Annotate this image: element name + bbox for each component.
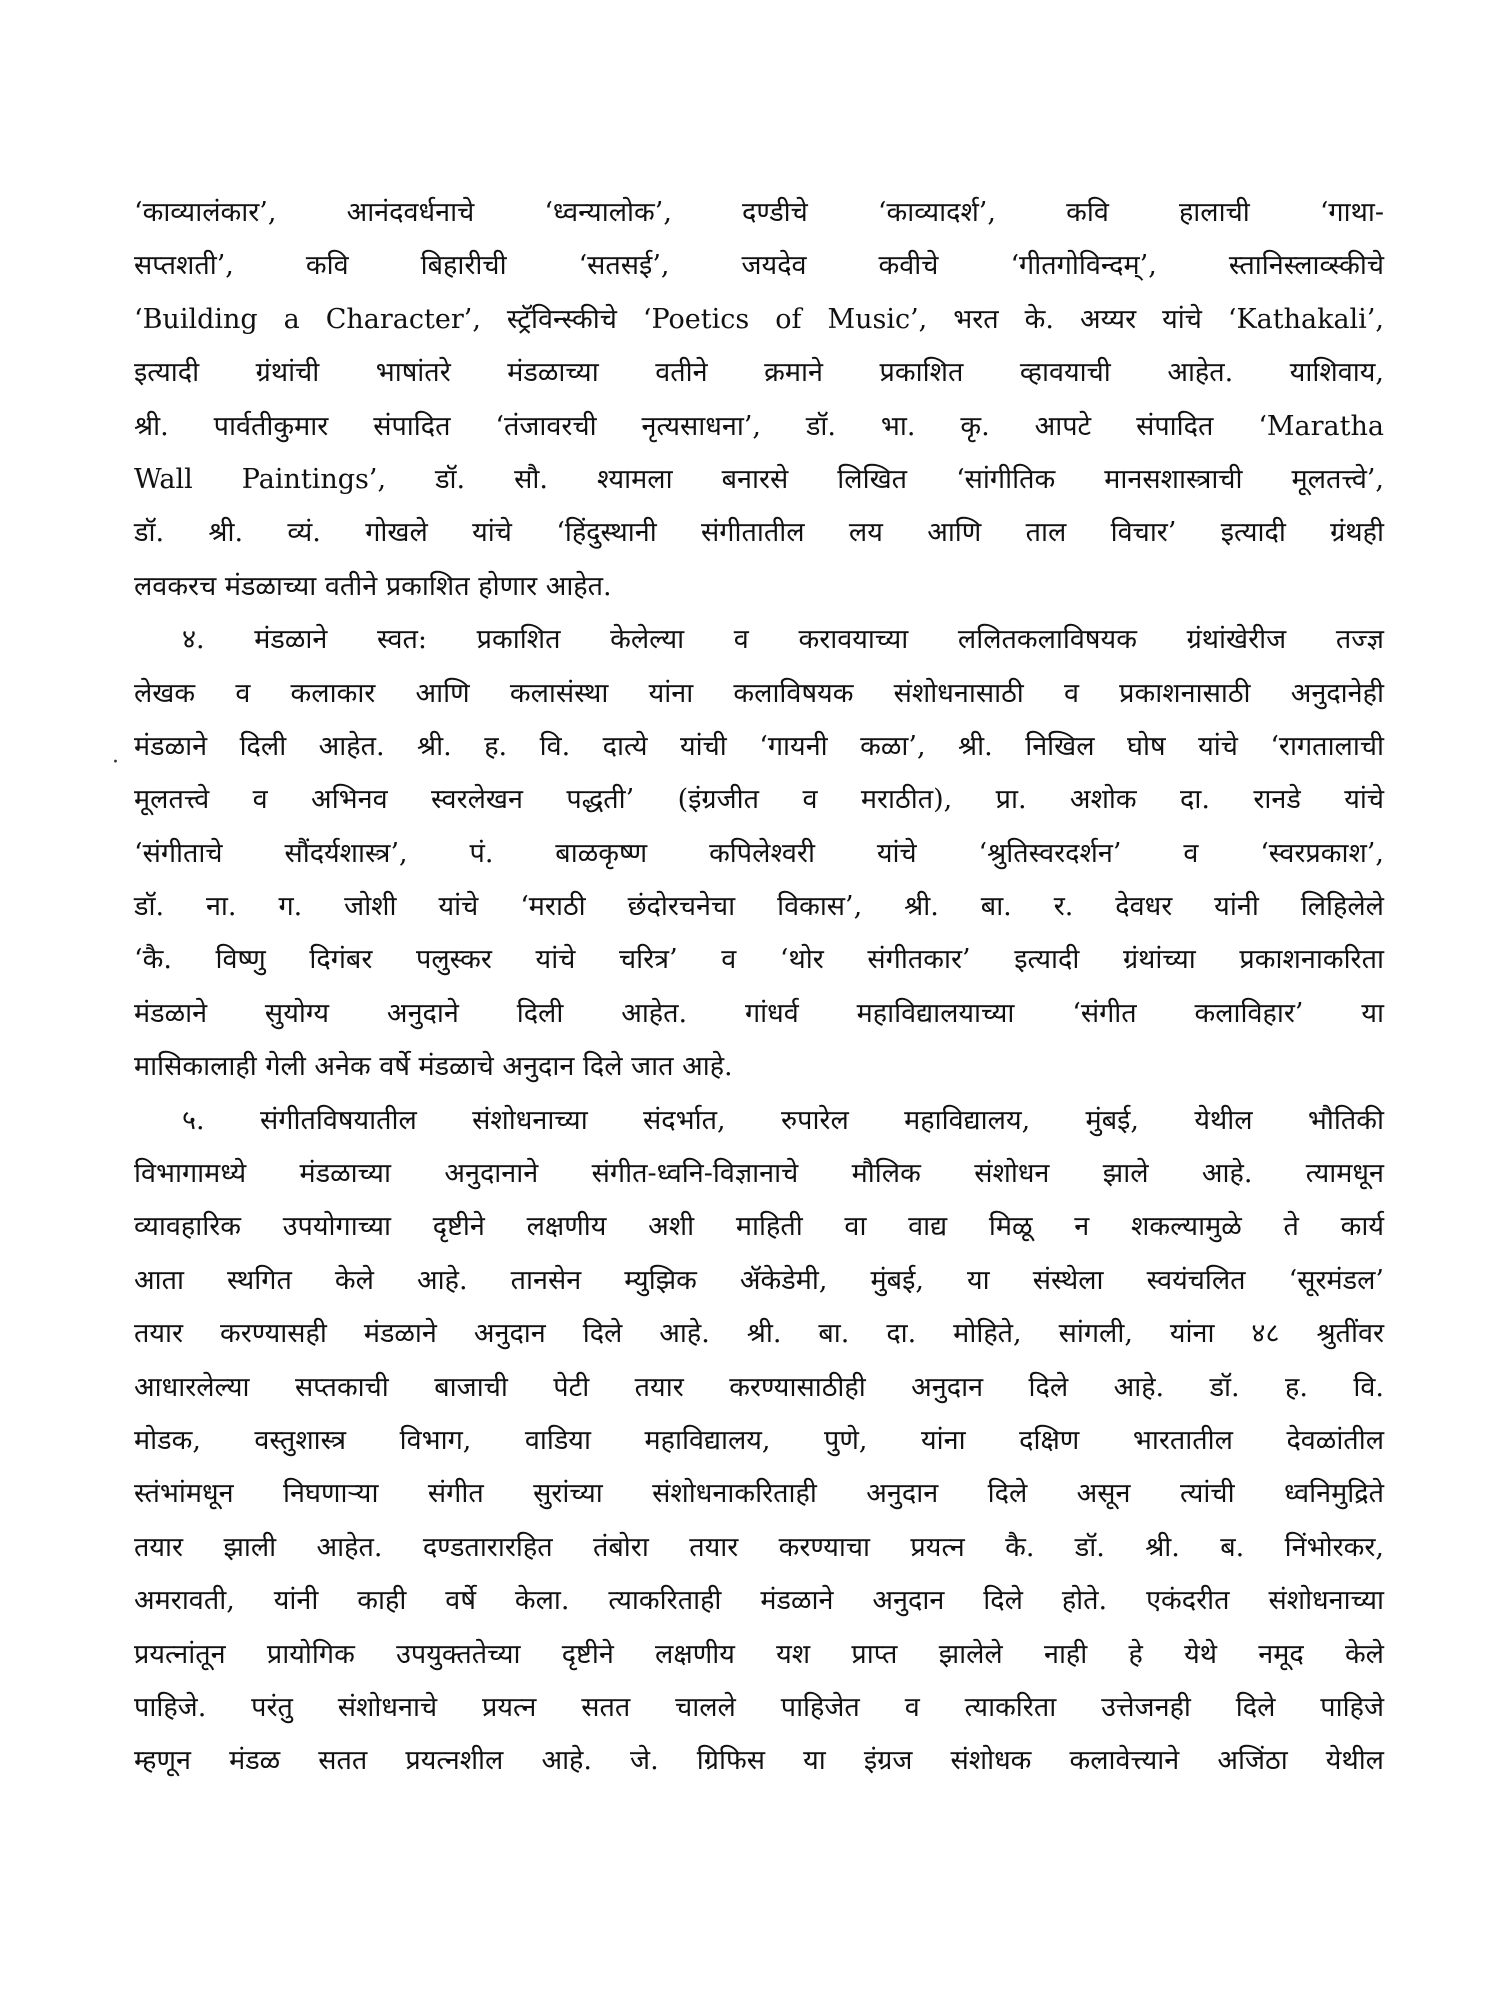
text-line: म्हणून मंडळ सतत प्रयत्नशील आहे. जे. ग्रिफिस या इंग्रज संशोधक कलावेत्त्याने अजिंठा येथील — [134, 1745, 1384, 1777]
text-line: मंडळाने सुयोग्य अनुदाने दिली आहेत. गांधर्व महाविद्यालयाच्या ‘संगीत कलाविहार’ या — [134, 997, 1384, 1029]
text-line: तयार करण्यासही मंडळाने अनुदान दिले आहे. श्री. बा. दा. मोहिते, सांगली, यांना ४८ श्रुतींवर — [134, 1318, 1384, 1350]
text-line: मोडक, वस्तुशास्त्र विभाग, वाडिया महाविद्यालय, पुणे, यांना दक्षिण भारतातील देवळांतील — [134, 1424, 1384, 1456]
page-text-body — [134, 186, 1384, 1788]
scan-speck-mark: · — [112, 750, 119, 775]
text-line: लेखक व कलाकार आणि कलासंस्था यांना कलाविषयक संशोधनासाठी व प्रकाशनासाठी अनुदानेही — [134, 677, 1384, 709]
text-line: डॉ. श्री. व्यं. गोखले यांचे ‘हिंदुस्थानी संगीतातील लय आणि ताल विचार’ इत्यादी ग्रंथही — [134, 517, 1384, 549]
text-line: लवकरच मंडळाच्या वतीने प्रकाशित होणार आहेत. — [134, 570, 612, 602]
text-line: प्रयत्नांतून प्रायोगिक उपयुक्ततेच्या दृष्टीने लक्षणीय यश प्राप्त झालेले नाही हे येथे नमूद केले — [134, 1638, 1384, 1670]
paragraph-4-first-line: ४. मंडळाने स्वत: प्रकाशित केलेल्या व करावयाच्या ललितकलाविषयक ग्रंथांखेरीज तज्ज्ञ — [182, 624, 1384, 656]
text-line: Wall Paintings’, डॉ. सौ. श्यामला बनारसे लिखित ‘सांगीतिक मानसशास्त्राची मूलतत्त्वे’, — [134, 463, 1384, 495]
text-line: मूलतत्त्वे व अभिनव स्वरलेखन पद्धती’ (इंग्रजीत व मराठीत), प्रा. अशोक दा. रानडे यांचे — [134, 784, 1384, 816]
text-line: मासिकालाही गेली अनेक वर्षे मंडळाचे अनुदान दिले जात आहे. — [134, 1051, 733, 1083]
text-line: आता स्थगित केले आहे. तानसेन म्युझिक ॲकेडेमी, मुंबई, या संस्थेला स्वयंचलित ‘सूरमंडल’ — [134, 1264, 1384, 1296]
text-line: पाहिजे. परंतु संशोधनाचे प्रयत्न सतत चालले पाहिजेत व त्याकरिता उत्तेजनही दिले पाहिजे — [134, 1691, 1384, 1723]
text-line: ‘काव्यालंकार’, आनंदवर्धनाचे ‘ध्वन्यालोक’, दण्डीचे ‘काव्यादर्श’, कवि हालाची ‘गाथा- — [134, 197, 1384, 228]
text-line: तयार झाली आहेत. दण्डतारारहित तंबोरा तयार करण्याचा प्रयत्न कै. डॉ. श्री. ब. निंभोरकर, — [134, 1531, 1384, 1563]
text-line: व्यावहारिक उपयोगाच्या दृष्टीने लक्षणीय अशी माहिती वा वाद्य मिळू न शकल्यामुळे ते कार्य — [134, 1211, 1384, 1243]
text-line: विभागामध्ये मंडळाच्या अनुदानाने संगीत-ध्वनि-विज्ञानाचे मौलिक संशोधन झाले आहे. त्यामधून — [134, 1158, 1384, 1190]
text-line: ‘कै. विष्णु दिगंबर पलुस्कर यांचे चरित्र’ व ‘थोर संगीतकार’ इत्यादी ग्रंथांच्या प्रकाशनाकरिता — [134, 944, 1384, 976]
paragraph-5-first-line: ५. संगीतविषयातील संशोधनाच्या संदर्भात, रुपारेल महाविद्यालय, मुंबई, येथील भौतिकी — [182, 1104, 1384, 1136]
text-line: आधारलेल्या सप्तकाची बाजाची पेटी तयार करण्यासाठीही अनुदान दिले आहे. डॉ. ह. वि. — [134, 1371, 1384, 1403]
text-line: अमरावती, यांनी काही वर्षे केला. त्याकरिताही मंडळाने अनुदान दिले होते. एकंदरीत संशोधनाच्या — [134, 1585, 1384, 1617]
text-line: ‘संगीताचे सौंदर्यशास्त्र’, पं. बाळकृष्ण कपिलेश्वरी यांचे ‘श्रुतिस्वरदर्शन’ व ‘स्वरप्रकाश’, — [134, 837, 1384, 869]
text-line: श्री. पार्वतीकुमार संपादित ‘तंजावरची नृत्यसाधना’, डॉ. भा. कृ. आपटे संपादित ‘Maratha — [134, 410, 1384, 442]
text-line: डॉ. ना. ग. जोशी यांचे ‘मराठी छंदोरचनेचा विकास’, श्री. बा. र. देवधर यांनी लिहिलेले — [134, 891, 1384, 923]
text-line: स्तंभांमधून निघणाऱ्या संगीत सुरांच्या संशोधनाकरिताही अनुदान दिले असून त्यांची ध्वनिमुद्रिते — [134, 1478, 1384, 1510]
text-line: सप्तशती’, कवि बिहारीची ‘सतसई’, जयदेव कवीचे ‘गीतगोविन्दम्’, स्तानिस्लाव्स्कीचे — [134, 250, 1384, 282]
text-line: मंडळाने दिली आहेत. श्री. ह. वि. दात्ये यांची ‘गायनी कळा’, श्री. निखिल घोष यांचे ‘रागतालाची — [134, 730, 1384, 762]
text-line: इत्यादी ग्रंथांची भाषांतरे मंडळाच्या वतीने क्रमाने प्रकाशित व्हावयाची आहेत. याशिवाय, — [134, 357, 1384, 389]
text-line: ‘Building a Character’, स्ट्रॅविन्स्कीचे ‘Poetics of Music’, भरत के. अय्यर यांचे ‘Kathakali’, — [134, 303, 1384, 335]
